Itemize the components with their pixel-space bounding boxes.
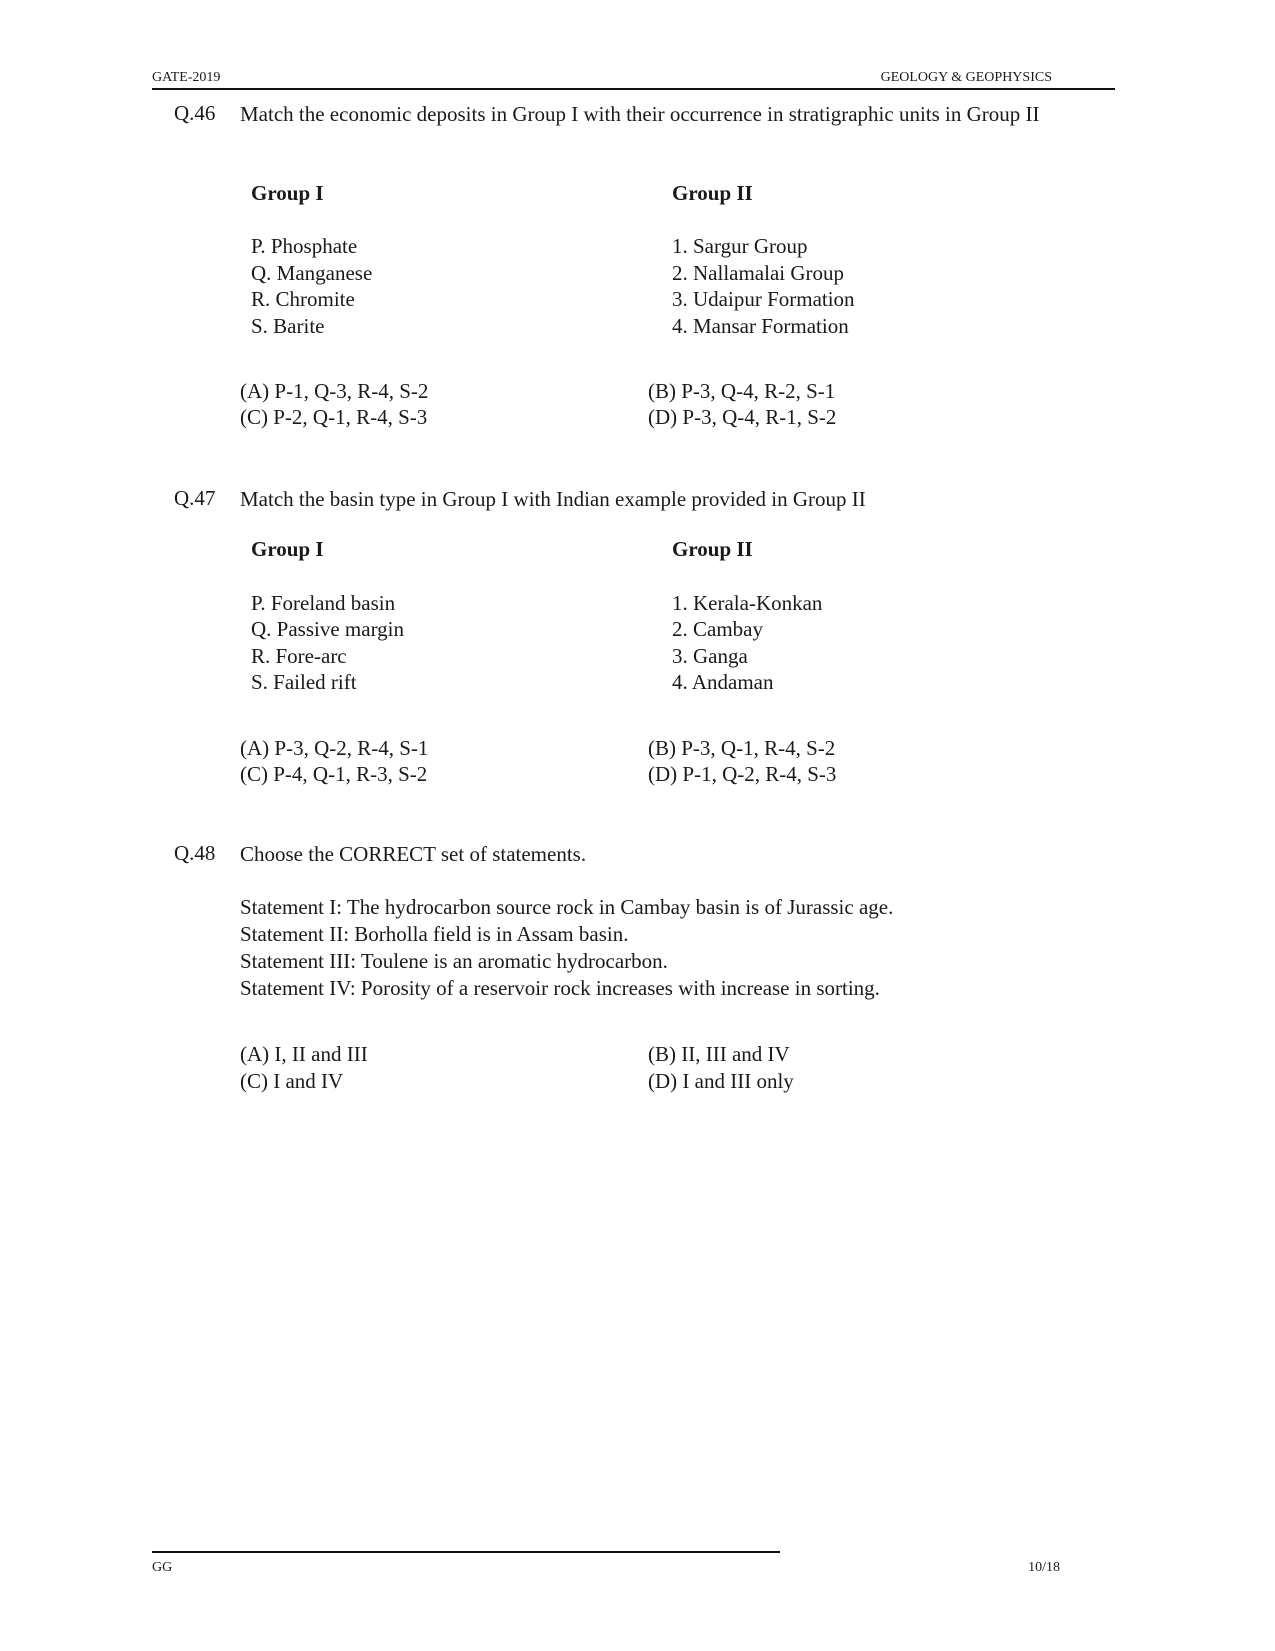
- option-a: (A) P-1, Q-3, R-4, S-2: [240, 379, 429, 403]
- group-2-item: 3. Ganga: [672, 644, 748, 668]
- footer-paper-code: GG: [152, 1560, 173, 1575]
- question-text: Choose the CORRECT set of statements.: [240, 842, 587, 866]
- group-1-item: P. Phosphate: [251, 234, 358, 258]
- group-2-item: 1. Sargur Group: [672, 234, 808, 258]
- group-1-item: S. Barite: [251, 314, 325, 338]
- question-number: Q.47: [174, 486, 216, 510]
- question-text: Match the basin type in Group I with Indian example provided in Group II: [240, 487, 866, 511]
- group-2-item: 3. Udaipur Formation: [672, 287, 855, 311]
- group-1-item: Q. Passive margin: [251, 617, 405, 641]
- option-c: (C) P-2, Q-1, R-4, S-3: [240, 405, 428, 429]
- group-2-item: 2. Nallamalai Group: [672, 261, 845, 285]
- option-c: (C) P-4, Q-1, R-3, S-2: [240, 762, 428, 786]
- group-1-item: R. Fore-arc: [251, 644, 347, 668]
- option-a: (A) P-3, Q-2, R-4, S-1: [240, 736, 429, 760]
- option-b: (B) II, III and IV: [648, 1042, 790, 1066]
- option-c: (C) I and IV: [240, 1069, 344, 1093]
- question-number: Q.48: [174, 841, 216, 865]
- option-a: (A) I, II and III: [240, 1042, 368, 1066]
- group-2-item: 1. Kerala-Konkan: [672, 591, 823, 615]
- group-1-item: Q. Manganese: [251, 261, 373, 285]
- option-d: (D) I and III only: [648, 1069, 794, 1093]
- header-rule: [152, 88, 1115, 90]
- group-2-item: 2. Cambay: [672, 617, 763, 641]
- statement-4: Statement IV: Porosity of a reservoir rock increases with increase in sorting.: [240, 976, 880, 1000]
- header-subject-label: GEOLOGY & GEOPHYSICS: [880, 70, 1052, 85]
- option-d: (D) P-3, Q-4, R-1, S-2: [648, 405, 837, 429]
- group-2-title: Group II: [672, 181, 753, 205]
- page-number: 10/18: [1028, 1560, 1060, 1575]
- group-1-item: R. Chromite: [251, 287, 355, 311]
- question-number: Q.46: [174, 101, 216, 125]
- group-1-item: P. Foreland basin: [251, 591, 396, 615]
- statement-1: Statement I: The hydrocarbon source rock in Cambay basin is of Jurassic age.: [240, 895, 894, 919]
- statement-3: Statement III: Toulene is an aromatic hydrocarbon.: [240, 949, 668, 973]
- group-2-item: 4. Mansar Formation: [672, 314, 849, 338]
- option-d: (D) P-1, Q-2, R-4, S-3: [648, 762, 837, 786]
- option-b: (B) P-3, Q-1, R-4, S-2: [648, 736, 836, 760]
- group-2-item: 4. Andaman: [672, 670, 774, 694]
- question-text: Match the economic deposits in Group I with their occurrence in stratigraphic units in Group II: [240, 102, 1040, 126]
- group-1-item: S. Failed rift: [251, 670, 357, 694]
- group-1-title: Group I: [251, 181, 324, 205]
- footer-rule: [152, 1551, 780, 1553]
- group-1-title: Group I: [251, 537, 324, 561]
- option-b: (B) P-3, Q-4, R-2, S-1: [648, 379, 836, 403]
- header-exam-label: GATE-2019: [152, 70, 221, 85]
- group-2-title: Group II: [672, 537, 753, 561]
- statement-2: Statement II: Borholla field is in Assam basin.: [240, 922, 629, 946]
